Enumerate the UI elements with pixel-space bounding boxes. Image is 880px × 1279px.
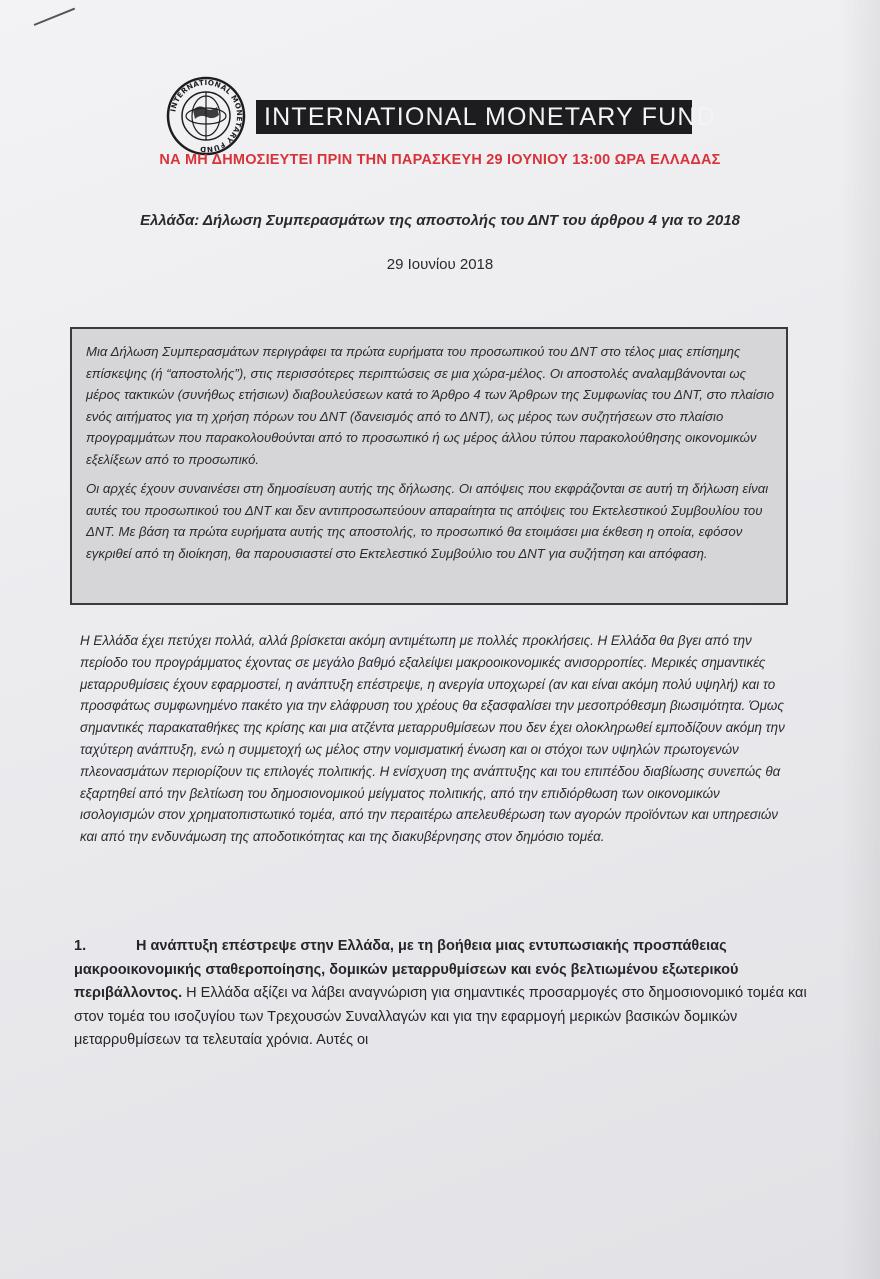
imf-banner: INTERNATIONAL MONETARY FUND xyxy=(256,100,692,134)
section-number: 1. xyxy=(74,938,87,954)
document-title: Ελλάδα: Δήλωση Συμπερασμάτων της αποστολής του ΔΝΤ του άρθρου 4 για το 2018 xyxy=(140,212,740,229)
document-date: 29 Ιουνίου 2018 xyxy=(386,256,494,273)
section-lead: Η ανάπτυξη επέστρεψε στην Ελλάδα, με τη βοήθεια μιας εντυπωσιακής προσπάθειας μακροοικονομικής σταθεροποίησης, δομικών μεταρρυθμίσεων και ενός βελτιωμένου εξωτερικού περιβάλλοντος. xyxy=(74,938,739,1001)
imf-header xyxy=(166,76,716,156)
page-shadow xyxy=(840,0,880,1279)
seal-text: INTERNATIONAL MONETARY FUND xyxy=(168,77,245,155)
section-1 xyxy=(74,935,834,1053)
summary-paragraph: Η Ελλάδα έχει πετύχει πολλά, αλλά βρίσκεται ακόμη αντιμέτωπη με πολλές προκλήσεις. Η Ελλάδα θα βγει από την περίοδο του προγράμματος έχοντας σε μεγάλο βαθμό εξαλείψει μακροοικονομικές ανισορροπίες. Μερικές σημαντικές μεταρρυθμίσεις έχουν εφαρμοστεί, η ανάπτυξη επέστρεψε, η ανεργία υποχωρεί (αν και είναι ακόμη πολύ υψηλή) και το προσφάτως συμφωνημένο πακέτο για την ελάφρυση του χρέους θα εξασφαλίσει την μεσοπρόθεσμη βιωσιμότητα. Όμως σημαντικές παρακαταθήκες της κρίσης και μια ατζέντα μεταρρυθμίσεων που δεν έχει ολοκληρωθεί εμποδίζουν ακόμη την ταχύτερη ανάπτυξη, ενώ η συμμετοχή ως μέλος στην νομισματική ένωση και οι στόχοι των υψηλών πρωτογενών πλεονασμάτων περιορίζουν τις επιλογές πολιτικής. Η ενίσχυση της ανάπτυξης και του επιπέδου διαβίωσης συνεπώς θα εξαρτηθεί από την βελτίωση του δημοσιονομικού μείγματος πολιτικής, από την επιδιόρθωση των οικονομικών ισολογισμών στον χρηματοπιστωτικό τομέα, από την περαιτέρω απελευθέρωση των αγορών προϊόντων και υπηρεσιών και από την ενδυνάμωση της αποδοτικότητας και της διακυβέρνησης στον δημόσιο τομέα. xyxy=(80,633,785,845)
disclaimer-paragraph-1: Μια Δήλωση Συμπερασμάτων περιγράφει τα πρώτα ευρήματα του προσωπικού του ΔΝΤ στο τέλος μιας επίσημης επίσκεψης (ή “αποστολής”), στις περισσότερες περιπτώσεις σε μια χώρα-μέλος. Οι αποστολές αναλαμβάνονται ως μέρος τακτικών (συνήθως ετήσιων) διαβουλεύσεων κατά το Άρθρο 4 των Άρθρων της Συμφωνίας του ΔΝΤ, στο πλαίσιο ενός αιτήματος για τη χρήση πόρων του ΔΝΤ (δανεισμός από το ΔΝΤ), ως μέρος των συζητήσεων στο πλαίσιο προγραμμάτων που παρακολουθούνται από το προσωπικό ή ως μέρος άλλου τύπου παρακολούθησης οικονομικών εξελίξεων από το προσωπικό. xyxy=(86,344,775,467)
pen-mark xyxy=(34,8,76,26)
disclaimer-paragraph-2: Οι αρχές έχουν συναινέσει στη δημοσίευση αυτής της δήλωσης. Οι απόψεις που εκφράζονται σε αυτή τη δήλωση είναι αυτές του προσωπικού του ΔΝΤ και δεν αντιπροσωπεύουν απαραίτητα τις απόψεις του Εκτελεστικού Συμβουλίου του ΔΝΤ. Με βάση τα πρώτα ευρήματα αυτής της αποστολής, το προσωπικό θα ετοιμάσει μια έκθεση η οποία, εφόσον εγκριθεί από τη διοίκηση, θα παρουσιαστεί στο Εκτελεστικό Συμβούλιο του ΔΝΤ για συζήτηση και απόφαση. xyxy=(86,481,769,561)
disclaimer-box xyxy=(70,327,788,605)
embargo-notice: ΝΑ ΜΗ ΔΗΜΟΣΙΕΥΤΕΙ ΠΡΙΝ ΤΗΝ ΠΑΡΑΣΚΕΥΗ 29 ΙΟΥΝΙΟΥ 13:00 ΩΡΑ ΕΛΛΑΔΑΣ xyxy=(159,152,721,168)
imf-seal-logo xyxy=(166,76,246,156)
section-text: Η Ελλάδα αξίζει να λάβει αναγνώριση για σημαντικές προσαρμογές στο δημοσιονομικό τομέα και στον τομέα του ισοζυγίου των Τρεχουσών Συναλλαγών και για την εφαρμογή μερικών βασικών δομικών μεταρρυθμίσεων τα τελευταία χρόνια. Αυτές οι xyxy=(74,985,807,1048)
